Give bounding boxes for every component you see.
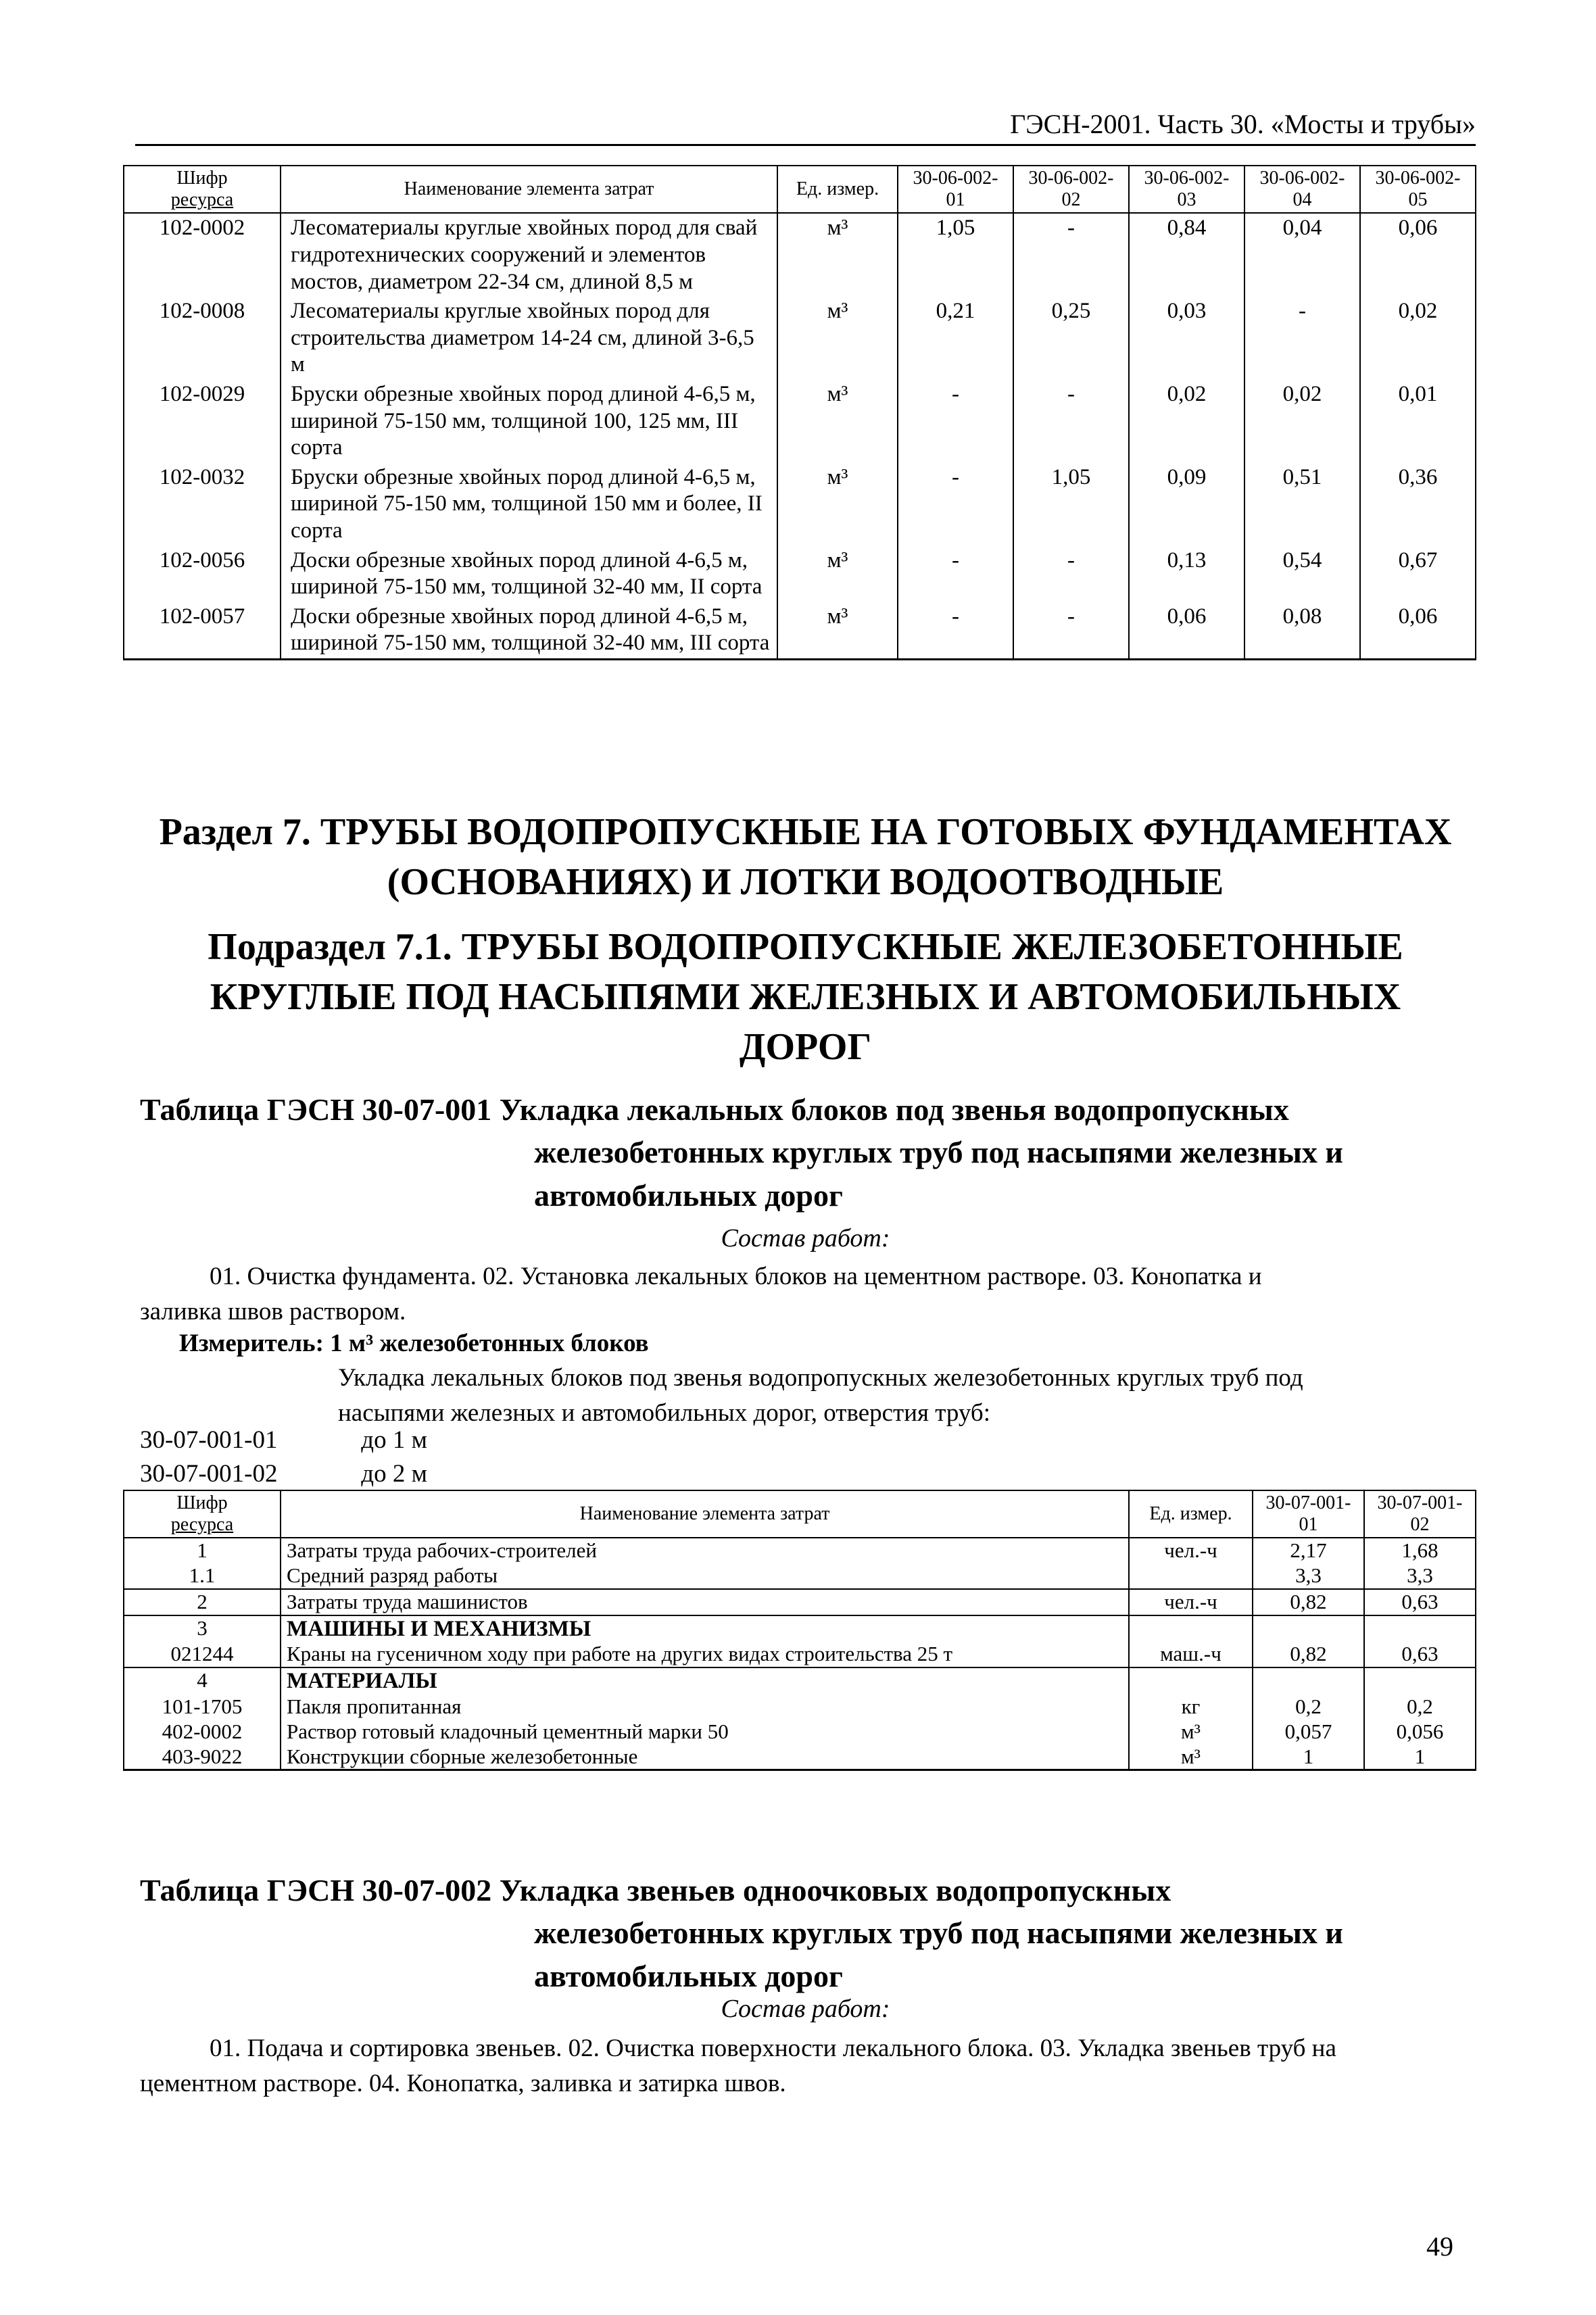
- work-line: 01. Подача и сортировка звеньев. 02. Очистка поверхности лекального блока. 03. Укладка звеньев труб на: [210, 2034, 1336, 2062]
- cell-code: 102-0029: [124, 380, 281, 463]
- cell-unit: маш.-ч: [1129, 1642, 1253, 1667]
- header-code: Шифр ресурса: [124, 166, 281, 213]
- cell-value: 0,056: [1364, 1720, 1476, 1745]
- cell-value: 0,02: [1244, 380, 1360, 463]
- cell-code: 2: [124, 1589, 281, 1615]
- cell-value: -: [1013, 213, 1129, 297]
- cell-value: 0,02: [1129, 380, 1244, 463]
- cell-value: 0,25: [1013, 297, 1129, 380]
- cell-unit: м³: [777, 380, 898, 463]
- resources-table-30-06-002: [123, 165, 1476, 660]
- cell-value: 0,09: [1129, 463, 1244, 546]
- cell-value: 0,63: [1364, 1642, 1476, 1667]
- cell-code: 021244: [124, 1642, 281, 1667]
- table-title-line: железобетонных круглых труб под насыпями железных и: [534, 1916, 1343, 1951]
- work-line: цементном растворе. 04. Конопатка, заливка и затирка швов.: [140, 2069, 786, 2097]
- norm-code: 30-07-001-01: [140, 1426, 278, 1454]
- cell-name: Пакля пропитанная: [281, 1695, 1129, 1720]
- cell-code: 101-1705: [124, 1695, 281, 1720]
- cell-unit: кг: [1129, 1695, 1253, 1720]
- cell-name: Затраты труда машинистов: [281, 1589, 1129, 1615]
- header-col: 30-07-001-02: [1364, 1490, 1476, 1538]
- cell-unit: чел.-ч: [1129, 1589, 1253, 1615]
- cell-name: МАТЕРИАЛЫ: [281, 1667, 1129, 1695]
- measure-unit: Измеритель: 1 м³ железобетонных блоков: [179, 1330, 649, 1357]
- cell-name: Лесоматериалы круглые хвойных пород для строительства диаметром 14-24 см, длиной 3-6,5 м: [281, 297, 777, 380]
- cell-code: 3: [124, 1615, 281, 1642]
- table-row: [124, 213, 1476, 297]
- cell-unit: [1129, 1563, 1253, 1589]
- header-unit: Ед. измер.: [777, 166, 898, 213]
- work-composition-text: [140, 2031, 1476, 2101]
- cell-value: 0,84: [1129, 213, 1244, 297]
- resources-table-30-07-001: [123, 1490, 1476, 1771]
- cell-value: 0,06: [1360, 602, 1476, 660]
- header-col: 30-06-002-04: [1244, 166, 1360, 213]
- table-row: [124, 1667, 1476, 1695]
- description-line: Укладка лекальных блоков под звенья водопропускных железобетонных круглых труб под: [338, 1364, 1303, 1392]
- cell-code: 102-0056: [124, 546, 281, 602]
- cell-value: 0,03: [1129, 297, 1244, 380]
- cell-value: 0,2: [1253, 1695, 1364, 1720]
- table-row: [124, 463, 1476, 546]
- header-col: 30-07-001-01: [1253, 1490, 1364, 1538]
- cell-name: Раствор готовый кладочный цементный марки 50: [281, 1720, 1129, 1745]
- cell-value: 0,63: [1364, 1589, 1476, 1615]
- work-composition-text: [140, 1259, 1476, 1330]
- norm-code-line: [140, 1459, 427, 1488]
- cell-value: 0,13: [1129, 546, 1244, 602]
- cell-code: 403-9022: [124, 1745, 281, 1770]
- cell-value: [1364, 1667, 1476, 1695]
- table-title-line: Таблица ГЭСН 30-07-001 Укладка лекальных блоков под звенья водопропускных: [140, 1092, 1289, 1127]
- table-title-line: автомобильных дорог: [534, 1177, 843, 1213]
- norm-label: до 2 м: [361, 1460, 427, 1488]
- header-col: 30-06-002-02: [1013, 166, 1129, 213]
- table-header-row: [124, 1490, 1476, 1538]
- cell-value: 0,02: [1360, 297, 1476, 380]
- table-row: [124, 380, 1476, 463]
- cell-name: Лесоматериалы круглые хвойных пород для свай гидротехнических сооружений и элементов мостов, диаметром 22-34 см, длиной 8,5 м: [281, 213, 777, 297]
- cell-unit: м³: [777, 297, 898, 380]
- subsection-title-line: КРУГЛЫЕ ПОД НАСЫПЯМИ ЖЕЛЕЗНЫХ И АВТОМОБИЛЬНЫХ: [210, 975, 1401, 1018]
- cell-name: Краны на гусеничном ходу при работе на других видах строительства 25 т: [281, 1642, 1129, 1667]
- table-row: [124, 1745, 1476, 1770]
- cell-value: -: [1013, 380, 1129, 463]
- cell-name: Бруски обрезные хвойных пород длиной 4-6,5 м, шириной 75-150 мм, толщиной 150 мм и более, II сорта: [281, 463, 777, 546]
- table-row: [124, 546, 1476, 602]
- table-title-line: Таблица ГЭСН 30-07-002 Укладка звеньев одноочковых водопропускных: [140, 1873, 1171, 1907]
- section-title-line: Раздел 7. ТРУБЫ ВОДОПРОПУСКНЫЕ НА ГОТОВЫХ ФУНДАМЕНТАХ: [159, 811, 1452, 853]
- cell-code: 402-0002: [124, 1720, 281, 1745]
- cell-value: 0,04: [1244, 213, 1360, 297]
- page-number: 49: [1426, 2231, 1453, 2262]
- cell-value: 0,06: [1129, 602, 1244, 660]
- measure-description: [338, 1361, 1476, 1431]
- cell-value: 0,82: [1253, 1642, 1364, 1667]
- cell-unit: м³: [777, 602, 898, 660]
- table-row: [124, 1720, 1476, 1745]
- subsection-title-line: ДОРОГ: [739, 1025, 872, 1068]
- table-row: [124, 1615, 1476, 1642]
- cell-value: [1253, 1615, 1364, 1642]
- header-name: Наименование элемента затрат: [281, 166, 777, 213]
- header-col: 30-06-002-05: [1360, 166, 1476, 213]
- cell-code: 102-0057: [124, 602, 281, 660]
- cell-unit: м³: [777, 213, 898, 297]
- cell-value: -: [898, 546, 1013, 602]
- cell-code: 1.1: [124, 1563, 281, 1589]
- cell-value: 1: [1364, 1745, 1476, 1770]
- header-unit: Ед. измер.: [1129, 1490, 1253, 1538]
- cell-value: [1364, 1615, 1476, 1642]
- table-title-30-07-001: [140, 1088, 1343, 1217]
- cell-value: -: [1013, 602, 1129, 660]
- table-title-line: железобетонных круглых труб под насыпями железных и: [534, 1135, 1343, 1170]
- cell-value: 0,54: [1244, 546, 1360, 602]
- section-title-line: (ОСНОВАНИЯХ) И ЛОТКИ ВОДООТВОДНЫЕ: [387, 860, 1224, 903]
- cell-value: -: [898, 380, 1013, 463]
- cell-unit: [1129, 1667, 1253, 1695]
- section-title: [135, 808, 1476, 908]
- subsection-title-line: Подраздел 7.1. ТРУБЫ ВОДОПРОПУСКНЫЕ ЖЕЛЕЗОБЕТОННЫЕ: [208, 926, 1403, 968]
- work-line: заливка швов раствором.: [140, 1297, 406, 1325]
- cell-value: 1,05: [898, 213, 1013, 297]
- table-row: [124, 1589, 1476, 1615]
- cell-name: Конструкции сборные железобетонные: [281, 1745, 1129, 1770]
- cell-value: 1: [1253, 1745, 1364, 1770]
- header-col: 30-06-002-01: [898, 166, 1013, 213]
- norm-label: до 1 м: [361, 1426, 427, 1454]
- table-header-row: [124, 166, 1476, 213]
- table-row: [124, 602, 1476, 660]
- cell-value: 2,17: [1253, 1538, 1364, 1563]
- table-row: [124, 1563, 1476, 1589]
- cell-name: Средний разряд работы: [281, 1563, 1129, 1589]
- header-code: Шифр ресурса: [124, 1490, 281, 1538]
- cell-value: 0,36: [1360, 463, 1476, 546]
- table-row: [124, 1695, 1476, 1720]
- cell-value: 0,06: [1360, 213, 1476, 297]
- cell-name: Затраты труда рабочих-строителей: [281, 1538, 1129, 1563]
- header-col: 30-06-002-03: [1129, 166, 1244, 213]
- table-title-line: автомобильных дорог: [534, 1958, 843, 1993]
- table-title-30-07-002: [140, 1869, 1343, 1997]
- cell-code: 1: [124, 1538, 281, 1563]
- cell-code: 4: [124, 1667, 281, 1695]
- cell-code: 102-0002: [124, 213, 281, 297]
- running-header: ГЭСН-2001. Часть 30. «Мосты и трубы»: [135, 108, 1476, 146]
- table-row: [124, 1538, 1476, 1563]
- work-composition-label: Состав работ:: [721, 1995, 890, 2023]
- header-name: Наименование элемента затрат: [281, 1490, 1129, 1538]
- cell-unit: [1129, 1615, 1253, 1642]
- cell-code: 102-0008: [124, 297, 281, 380]
- cell-value: [1253, 1667, 1364, 1695]
- norm-code: 30-07-001-02: [140, 1460, 278, 1488]
- cell-value: 0,01: [1360, 380, 1476, 463]
- cell-value: 0,51: [1244, 463, 1360, 546]
- description-line: насыпями железных и автомобильных дорог, отверстия труб:: [338, 1398, 991, 1427]
- cell-value: -: [1013, 546, 1129, 602]
- work-composition-label: Состав работ:: [721, 1224, 890, 1252]
- cell-value: 0,057: [1253, 1720, 1364, 1745]
- subsection-title: [135, 923, 1476, 1073]
- cell-unit: чел.-ч: [1129, 1538, 1253, 1563]
- cell-value: 3,3: [1364, 1563, 1476, 1589]
- cell-value: -: [898, 463, 1013, 546]
- cell-value: 1,68: [1364, 1538, 1476, 1563]
- cell-unit: м³: [777, 546, 898, 602]
- norm-code-line: [140, 1425, 427, 1455]
- cell-code: 102-0032: [124, 463, 281, 546]
- table-row: [124, 297, 1476, 380]
- table-row: [124, 1642, 1476, 1667]
- cell-unit: м³: [1129, 1720, 1253, 1745]
- cell-value: 3,3: [1253, 1563, 1364, 1589]
- cell-value: -: [898, 602, 1013, 660]
- cell-value: 0,82: [1253, 1589, 1364, 1615]
- cell-unit: м³: [777, 463, 898, 546]
- cell-value: 0,67: [1360, 546, 1476, 602]
- cell-value: 0,08: [1244, 602, 1360, 660]
- cell-name: МАШИНЫ И МЕХАНИЗМЫ: [281, 1615, 1129, 1642]
- cell-value: -: [1244, 297, 1360, 380]
- work-line: 01. Очистка фундамента. 02. Установка лекальных блоков на цементном растворе. 03. Конопатка и: [210, 1263, 1262, 1290]
- cell-name: Доски обрезные хвойных пород длиной 4-6,5 м, шириной 75-150 мм, толщиной 32-40 мм, III сорта: [281, 602, 777, 660]
- cell-unit: м³: [1129, 1745, 1253, 1770]
- cell-value: 1,05: [1013, 463, 1129, 546]
- cell-value: 0,2: [1364, 1695, 1476, 1720]
- cell-value: 0,21: [898, 297, 1013, 380]
- cell-name: Бруски обрезные хвойных пород длиной 4-6,5 м, шириной 75-150 мм, толщиной 100, 125 мм, III сорта: [281, 380, 777, 463]
- cell-name: Доски обрезные хвойных пород длиной 4-6,5 м, шириной 75-150 мм, толщиной 32-40 мм, II сорта: [281, 546, 777, 602]
